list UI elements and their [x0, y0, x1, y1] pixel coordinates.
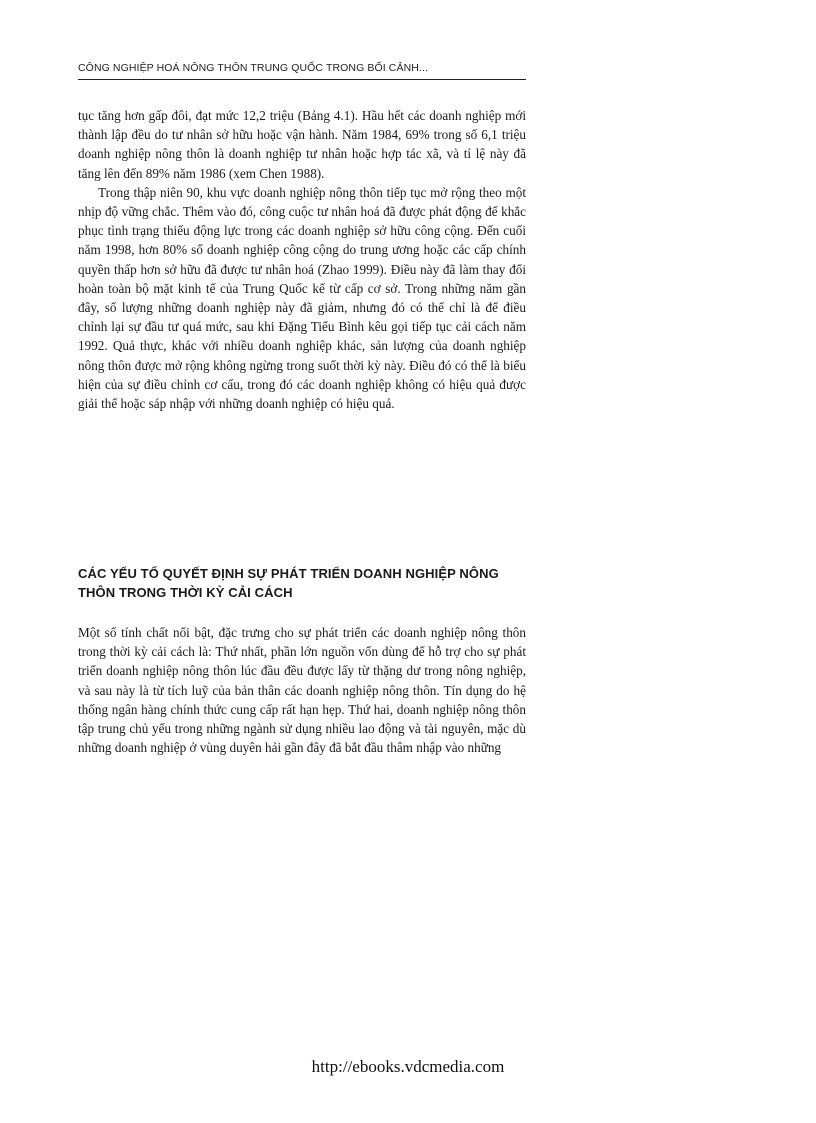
- header-divider: [78, 79, 526, 80]
- footer-url: http://ebooks.vdcmedia.com: [311, 1057, 505, 1076]
- running-header: CÔNG NGHIỆP HOÁ NÔNG THÔN TRUNG QUỐC TRONG BỐI CẢNH...: [78, 62, 428, 74]
- body-text-top: [78, 106, 526, 413]
- body-paragraph: Trong thập niên 90, khu vực doanh nghiệp nông thôn tiếp tục mở rộng theo một nhịp độ vững chắc. Thêm vào đó, công cuộc tư nhân hoá đã được phát động để khắc phục tình trạng thiếu động lực trong các doanh nghiệp sở hữu công cộng. Đến cuối năm 1998, hơn 80% số doanh nghiệp công cộng do trung ương hoặc các cấp chính quyền thấp hơn sở hữu đã được tư nhân hoá (Zhao 1999). Điều này đã làm thay đổi hoàn toàn bộ mặt kinh tế của Trung Quốc kể từ cấp cơ sở. Trong những năm gần đây, số lượng những doanh nghiệp này đã giảm, nhưng đó có thể chỉ là để điều chỉnh lại sự đầu tư quá mức, sau khi Đặng Tiểu Bình kêu gọi tiếp tục cải cách năm 1992. Quả thực, khác với nhiều doanh nghiệp khác, sản lượng của doanh nghiệp nông thôn được mở rộng không ngừng trong suốt thời kỳ này. Điều đó có thể là biểu hiện của sự điều chỉnh cơ cấu, trong đó các doanh nghiệp không có hiệu quả được giải thể hoặc sáp nhập với những doanh nghiệp có hiệu quả.: [78, 184, 526, 412]
- body-paragraph-continued: tục tăng hơn gấp đôi, đạt mức 12,2 triệu (Bảng 4.1). Hầu hết các doanh nghiệp mới thành lập đều do tư nhân sở hữu hoặc vận hành. Năm 1984, 69% trong số 6,1 triệu doanh nghiệp nông thôn là doanh nghiệp tư nhân hoặc hợp tác xã, và tỉ lệ này đã tăng lên đến 89% năm 1986 (xem Chen 1988).: [78, 108, 526, 181]
- section-paragraph: Một số tính chất nổi bật, đặc trưng cho sự phát triển các doanh nghiệp nông thôn trong thời kỳ cải cách là: Thứ nhất, phần lớn nguồn vốn dùng để hỗ trợ cho sự phát triển doanh nghiệp nông thôn lúc đầu đều được lấy từ thặng dư trong nông nghiệp, và sau này là từ tích luỹ của bản thân các doanh nghiệp nông thôn. Tín dụng do hệ thống ngân hàng chính thức cung cấp rất hạn hẹp. Thứ hai, doanh nghiệp nông thôn tập trung chủ yếu trong những ngành sử dụng nhiều lao động và tài nguyên, mặc dù những doanh nghiệp ở vùng duyên hải gần đây đã bắt đầu thâm nhập vào những: [78, 625, 526, 756]
- body-text-section: [78, 623, 526, 757]
- section-heading: CÁC YẾU TỐ QUYẾT ĐỊNH SỰ PHÁT TRIỂN DOANH NGHIỆP NÔNG THÔN TRONG THỜI KỲ CẢI CÁCH: [78, 566, 499, 600]
